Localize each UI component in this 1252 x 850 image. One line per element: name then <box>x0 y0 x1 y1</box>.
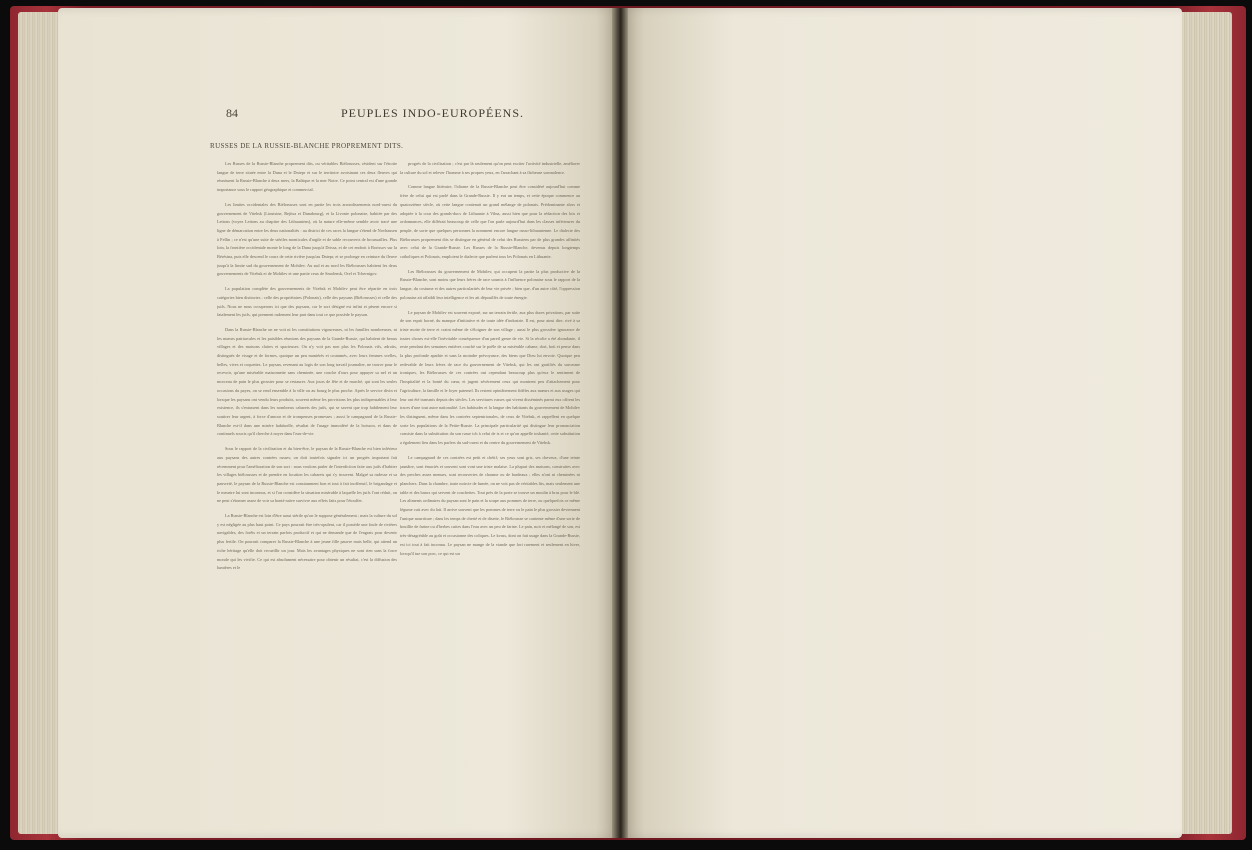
paragraph: Sous le rapport de la civilisation et du bien-être, le paysan de la Russie-Blanche est bien inférieur aux paysans des autres contrées russes; on doit toutefois signaler ici un progrès important fait récemment pour l'amélioration de son sort : nous voulons parler de l'interdiction faite aux juifs d'habiter les villages biélorusses et de prendre en location les cabarets qui s'y trouvent. Malgré sa rudesse et sa pauvreté, le paysan de la Russie-Blanche est constamment bon et tout à fait inoffensif, le brigandage et le meurtre lui sont inconnus, et si l'on considère la situation misérable à laquelle les juifs l'ont réduit, on ne peut s'étonner assez de voir sa bonté naïve survivre aux effets faits pour l'étouffer. <box>217 446 397 504</box>
running-title: PEUPLES INDO-EUROPÉENS. <box>341 106 525 120</box>
paragraph: Les Russes de la Russie-Blanche proprement dits, ou véritables Biélorusses, résident sur l'étroite langue de terre située entre la Duna et le Dniepr et sur le territoire avoisinant ces deux fleuves qui réunissent la Russie-Blanche à deux mers, la Baltique et la mer Noire. Ce point central est d'une grande importance sous le rapport géographique et commercial. <box>217 161 397 193</box>
paragraph: La Russie-Blanche est loin d'être aussi stérile qu'on le suppose généralement ; mais la culture du sol y est négligée au plus haut point. Ce pays pourrait être très-opulent, car il possède une foule de rivières navigables, des forêts et un terrain parfois productif et qui ne demande que de l'engrais pour devenir plus fertile. On pourrait comparer la Russie-Blanche à une jeune fille pauvre mais belle, qui attend un riche héritage qu'elle doit recueillir un jour. Mais les avantages physiques ne sont rien sans la force morale qui les vivifie. Ce qui est absolument nécessaire pour obtenir un résultat, c'est la diffusion des lumières et le <box>217 513 397 571</box>
paragraph: Le campagnard de ces contrées est petit et chétif; ses yeux sont gris, ses cheveux, d'une teinte jaunâtre, sont émaciés et souvent sont vont une triste malaise. La plupart des maisons, construites avec des perches assez menues, sont recouvertes de chaume ou de bardeaux ; elles n'ont ni cheminées ni planchers. Dans la chambre, toute noircie de fumée, on ne voit pas de véritables lits, mais seulement une table et des bancs qui servent de couchettes. Tout près de la porte se trouve un moulin à bras pour le blé. Les aliments ordinaires du paysan sont le pain et la soupe aux pommes de terre, ou quelquefois ce même légume cuit avec du lait. Il arrive souvent que les pommes de terre ou le pain le plus grossier deviennent l'unique nourriture ; dans les temps de cherté et de disette, le Biélorusse se contente même d'une sorte de bouillie de farine ou d'herbes cuites dans l'eau avec un peu de farine. Le pain, noir et mélangé de son, est très-désagréable au goût et occasionne des coliques. Le kvass, dont on fait usage dans la Grande-Russie, est ici tout à fait inconnu. Le paysan ne mange de la viande que fort rarement et seulement en hiver, lorsqu'il tue son porc, ce qui est un <box>400 454 580 556</box>
paragraph: Comme langue littéraire, l'idiome de la Russie-Blanche peut être considéré aujourd'hui comme frère de celui qui est parlé dans la Grande-Russie. Il y eut un temps, et cette époque commence au quatorzième siècle, où cette langue contenait un grand mélange de polonais. Prédominante alors et adoptée à la cour des grands-ducs de Lithuanie à Vilna, aussi bien que pour la rédaction des lois et ordonnances, elle différait beaucoup de celle que l'on parle aujourd'hui dans les classes inférieures du peuple, de sorte que quelques personnes la nomment encore langue russo-lithuanienne. Le dialecte des Biélorusses proprement dits se distingue en général de celui des Russiens par de plus grandes affinités avec celui de la Grande-Russie. Les Russes de la Russie-Blanche, devenus depuis longtemps catholiques et Polonais, emploient le dialecte que parlent tous les Polonais en Lithuanie. <box>400 184 580 260</box>
paragraph: Les limites occidentales des Biélorusses sont en partie les trois arrondissements nord-ouest du gouvernement de Vitebsk (Lioutsine, Rejitsa et Dunabourg), et la Livonie polonaise, habitée par des Lettons (voyez Lettons au chapitre des Lithuaniens), où la nature elle-même semble avoir tracé une ligne de démarcation entre les deux nationalités : au district de ces races la langue s'étend de Novhausen à Fellin ; ce n'est qu'une suite de stériles monticules d'argile et de sable recouverts de broussailles. Plus loin, la frontière occidentale monte le long de la Duna jusqu'à Drissa, et de cet endroit à Borissov sur la Bérésina, puis elle descend le cours de cette rivière jusqu'au Dniepr, et se prolonge en ceinture du fleuve jusqu'à la limite sud du gouvernement de Mohilev. Au sud et au nord les Biélorusses habitent les deux gouvernements de Vitebsk et de Mohilev et une partie ceux de Smolensk, Orel et Tchernigov. <box>217 201 397 277</box>
section-title: RUSSES DE LA RUSSIE-BLANCHE PROPREMENT DITS. <box>210 142 404 150</box>
text-column-left <box>217 160 397 760</box>
paragraph: progrès de la civilisation ; c'est par là seulement qu'on peut exciter l'activité industrielle, améliorer la culture du sol et relever l'homme à ses propres yeux, en l'arrachant à sa fâcheuse somnolence. <box>400 161 580 175</box>
paragraph: La population complète des gouvernements de Vitebsk et Mohilev peut être répartie en trois catégories bien distinctes : celle des propriétaires (Polonais), celle des paysans (Biélorusses) et celle des juifs. Nous ne nous occuperons ici que des paysans, car le sort désigné est infini et pèsent encore si fatalement les juifs, qui prennent rudement leur part dans tout ce que possède le paysan. <box>217 286 397 318</box>
paragraph: Dans la Russie-Blanche on ne voit ni les constitutions vigoureuses, ni les familles nombreuses, ni les mœurs patriarcales et les paisibles réunions des paysans de la Grande-Russie, qui habitent de beaux villages et des maisons claires et spacieuses. On n'y voit pas non plus les Polonais vifs, adroits, distingués de visage et de formes, quoique un peu maniérés et coutumés, avec leurs femmes svelles, belles, vives et coquettes. Le paysan, revenant au logis de son long travail journalier, ne trouve pour le recevoir, qu'une misérable maisonnette sans cheminée, une couche d'ours pour appuyer sa nef et un morceau de pain le plus grossier pour se restaurer. Aux jours de fête et de marché, qui sont les seules occasions du payes, on se rend ensemble à la ville ou au bourg le plus proche. Après le service divin et lorsque les paysans ont vendu leurs produits, souvent même les provisions les plus indispensables à leur existence, ils s'entassent dans les nombreux cabarets des juifs, qui se savent que trop habilement leur soutirer leur argent, à force d'amour et de trompeuses promesses ; aussi le campagnard de la Russie-Blanche est-il dans une misère habituelle, résultat de l'usage immodéré de la boisson, et dans de continuels soucis qu'il cherche à noyer dans l'eau-de-vie. <box>217 326 397 437</box>
page-header <box>226 106 525 126</box>
paragraph: Les Biélorusses du gouvernement de Mohilev, qui occupent la partie la plus productive de la Russie-Blanche, sont moins que leurs frères de race soumis à l'influence polonaise sous le rapport de la langue, du costume et des autres particularités de leur vie privée ; bien que, d'un autre côté, l'oppression polonaise ait affaibli leur intelligence et les ait dépouillés de toute énergie. <box>400 268 580 300</box>
paragraph: Le paysan de Mohilev est souvent exposé, sur un terrain fertile, aux plus dures privations, par suite de son esprit borné, du manque d'initiative et de toute idée d'industrie. Il est, pour ainsi dire, rivé à sa triste motte de terre et craint même de s'éloigner de son village ; aussi le plus grossière ignorance de toutes choses est-elle l'inévitable conséquence d'un pareil genre de vie. Si la récolte a été abondante, il reste pendant des semaines entières couché sur le poêle de sa misérable cabane, dort, boit et pense dans la plus profonde apathie et sans la moindre prévoyance, des biens que Dieu lui envoie. Quoique peu redevable de leurs frères de race du gouvernement de Vitebsk, qui les ont gratifiés du sarcasme ironiques, les Biélorusses de ces contrées ont cependant beaucoup plus qu'eux le sentiment de l'hospitalité et la bonté du cœur, et jugent sévèrement ceux qui montrent peu d'attachement pour l'agriculture, la famille et le foyer paternel. Ils restent opiniâtrement fidèles aux mœurs et aux usages qui leur ont été transmis depuis des siècles. Les servitures russes qui vivent disséminés parmi eux offrent les traces d'une tout autre nationalité. Les habitudes et la langue des habitants du gouvernement de Mohilev les distinguent, même dans les contrées septentrionales, de ceux de Vitebsk, et rappellent en quelque sorte les populations de la Petite-Russie. La principale particularité qui distingue leur prononciation consiste dans la substitution du son russe tch à celui de ts et ce qu'on appelle toskanié, cette substitution a également lieu dans les parlers du sud-ouest et du centre du gouvernement de Vitebsk. <box>400 309 580 446</box>
page-number: 84 <box>226 106 238 120</box>
text-column-right <box>400 160 580 850</box>
right-page-blank <box>622 8 1182 838</box>
book-gutter <box>612 8 628 838</box>
